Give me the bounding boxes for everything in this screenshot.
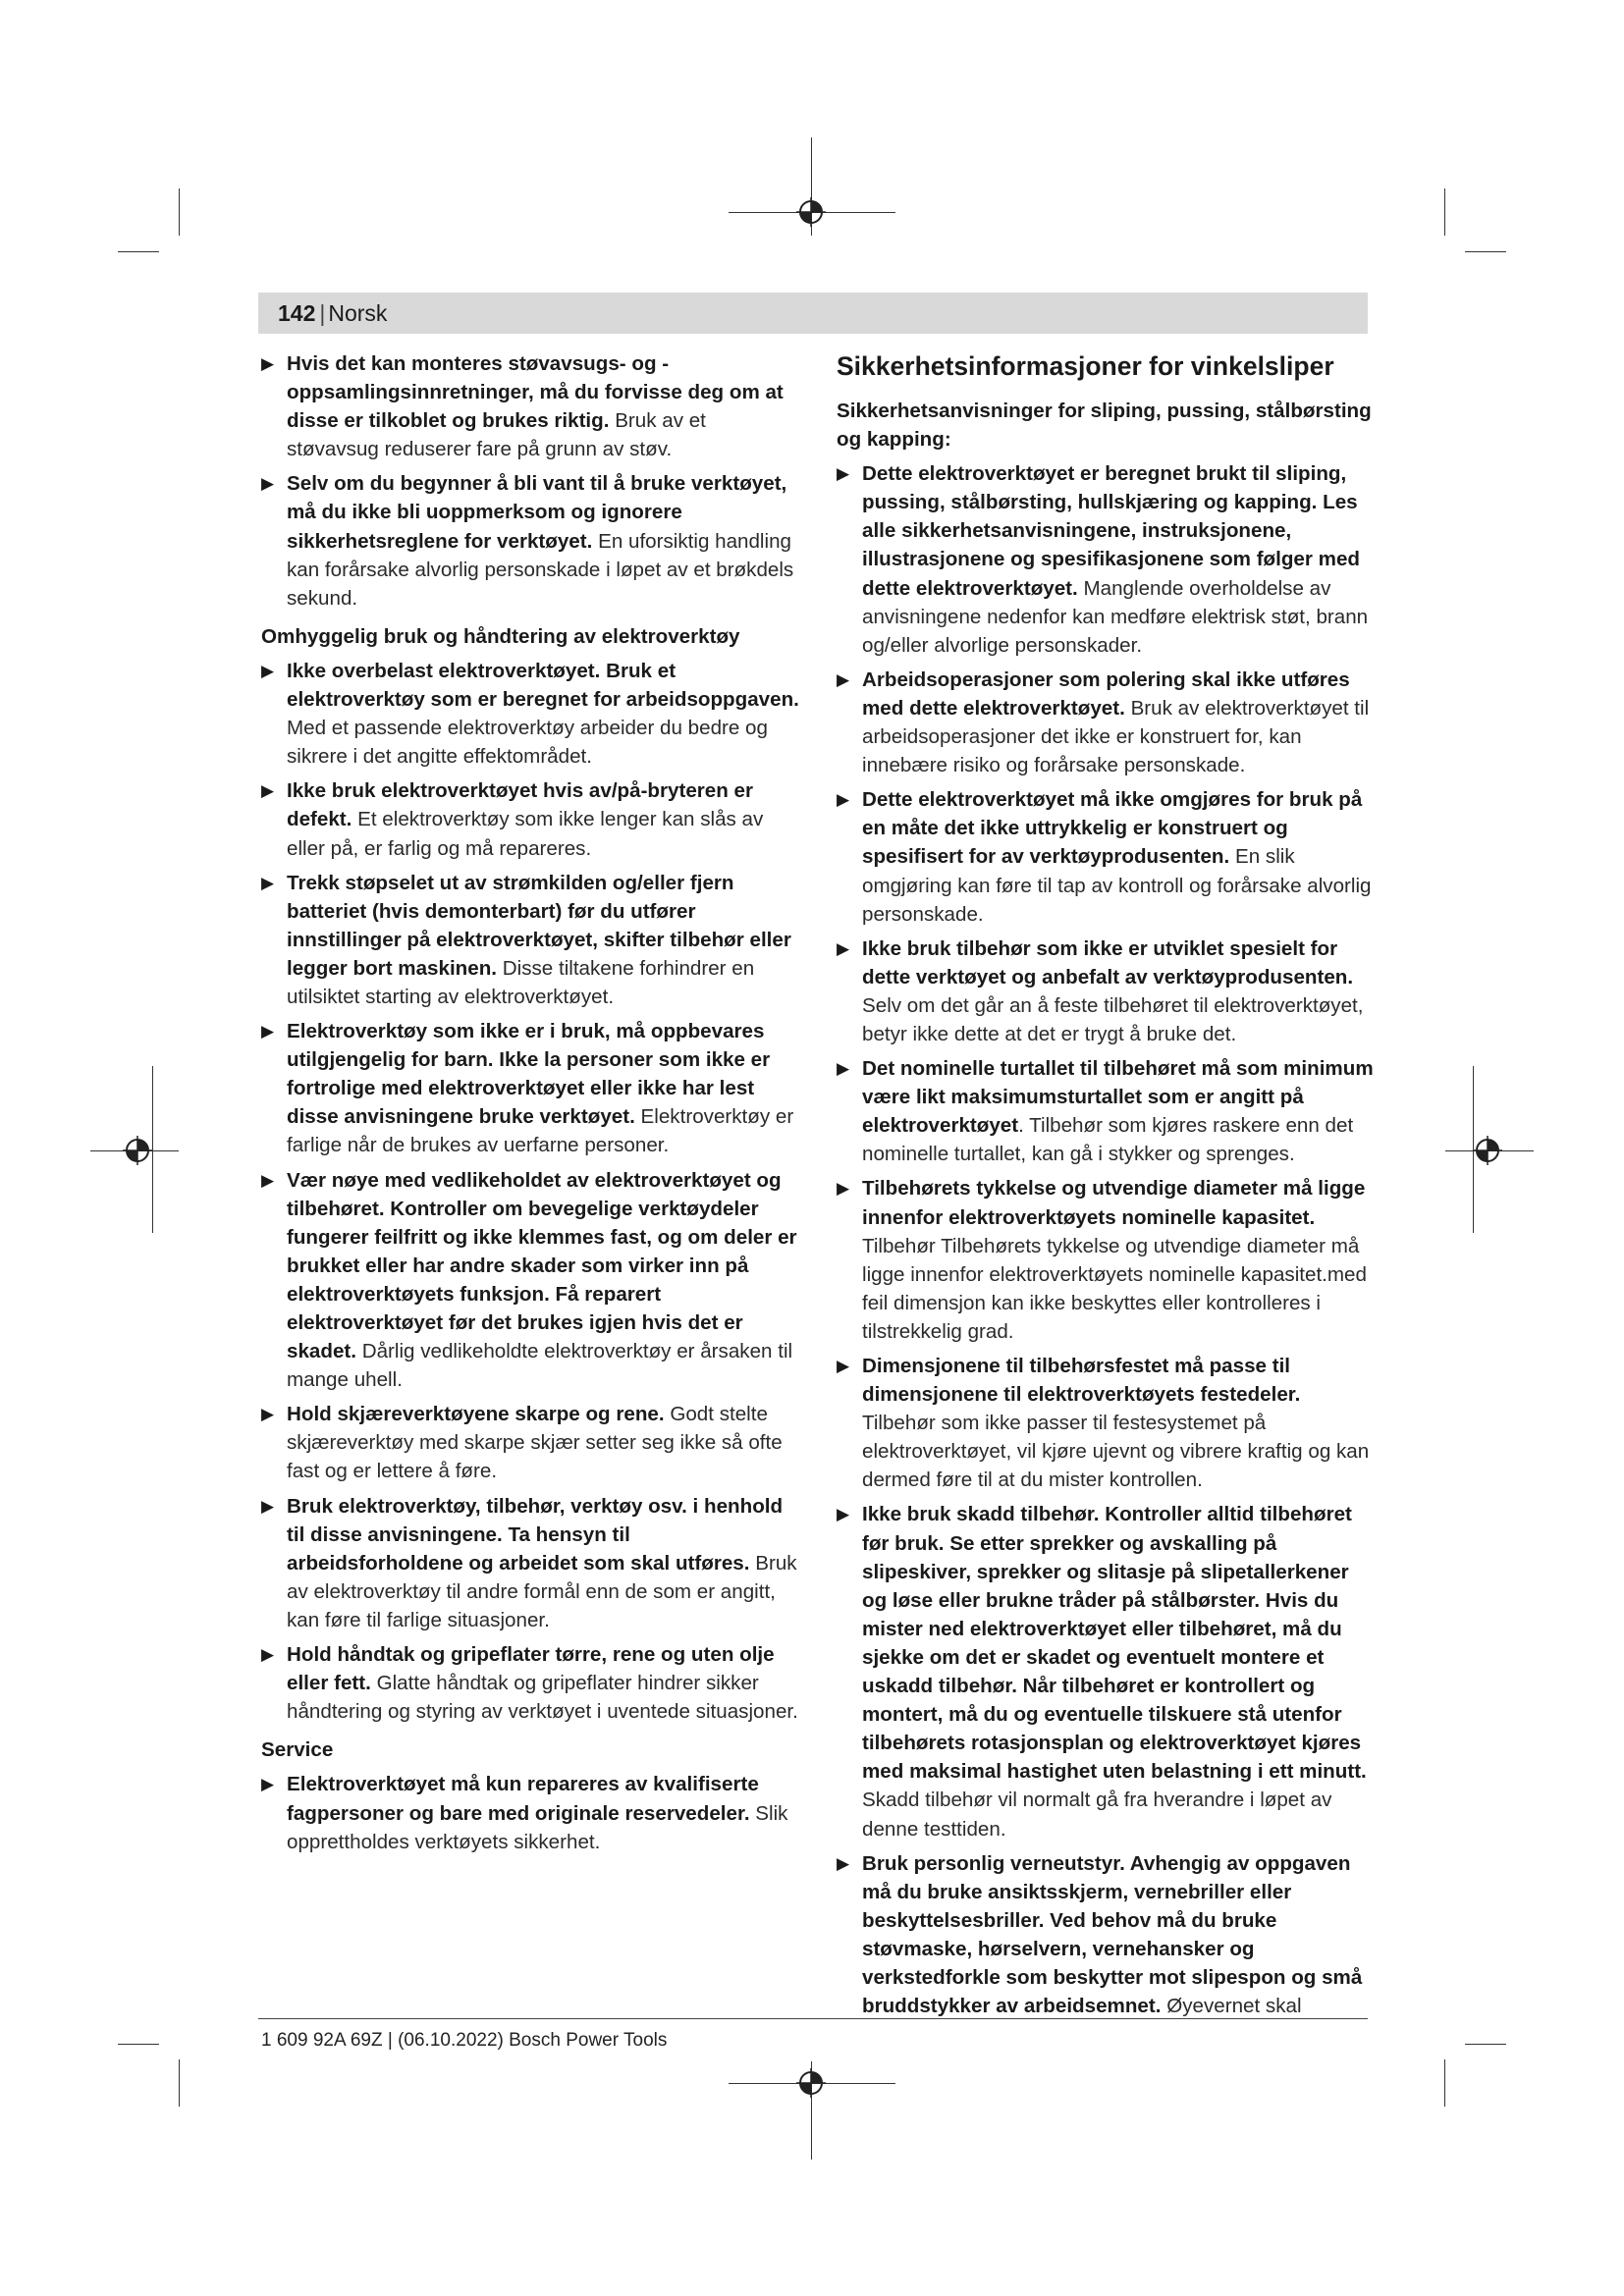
item-bold-text: Vær nøye med vedlikeholdet av elektroverktøyet og tilbehøret. Kontroller om bevegelige verktøydeler fungerer feilfritt og ikke klemmes fast, og om deler er brukket eller har andre skader som virker inn på elektroverktøyets funksjon. Få reparert elektroverktøyet før det brukes igjen hvis det er skadet. — [287, 1168, 797, 1363]
item-bold-text: Dimensjonene til tilbehørsfestet må passe til dimensjonene til elektroverktøyets festedeler. — [862, 1355, 1301, 1407]
item-bold-text: Ikke bruk skadd tilbehør. Kontroller alltid tilbehøret før bruk. Se etter sprekker og avskalling på slipeskiver, sprekker og slitasje på slipetallerkener og løse eller brukne tråder på stålbørster. Hvis du mister ned elektroverktøyet eller tilbehøret, må du sjekke om det er skadet og eventuelt montere et uskadd tilbehør. Når tilbehøret er kontrollert og montert, må du og eventuelle tilskuere stå utenfor tilbehørets rotasjonsplan og elektroverktøyet kjøres med maksimal hastighet uten belastning i ett minutt. — [862, 1503, 1367, 1784]
bullet-arrow-icon: ▶ — [261, 474, 275, 494]
item-text: Øyevernet skal — [1166, 1995, 1302, 2018]
item-bold-text: Bruk elektroverktøy, tilbehør, verktøy osv. i henhold til disse anvisningene. Ta hensyn til arbeidsforholdene og arbeidet som skal utføres. — [287, 1494, 784, 1575]
item-text: En slik omgjøring kan føre til tap av kontroll og forårsake alvorlig personskade. — [862, 845, 1372, 926]
item-text: Godt stelte skjæreverktøy med skarpe skjær setter seg ikke så ofte fast og er lettere å føre. — [287, 1403, 783, 1483]
section-heading-service: Service — [261, 1738, 334, 1762]
item-bold-text: Elektroverktøy som ikke er i bruk, må oppbevares utilgjengelig for barn. Ikke la personer som ikke er fortrolige med elektroverktøyet eller ikke har lest disse anvisningene bruke verktøyet. — [287, 1020, 771, 1129]
bullet-arrow-icon: ▶ — [837, 1357, 850, 1375]
crop-mark — [1465, 251, 1506, 252]
list-item — [261, 1492, 799, 1634]
item-text: Tilbehør som ikke passer til festesystemet på elektroverktøyet, vil kjøre ujevnt og vibrere kraftig og kan dermed føre til at du mister kontrollen. — [862, 1412, 1370, 1492]
header-separator: | — [319, 300, 326, 326]
item-bold-text: Hold håndtak og gripeflater tørre, rene og uten olje eller fett. — [287, 1643, 775, 1695]
item-bold-text: Arbeidsoperasjoner som polering skal ikke utføres med dette elektroverktøyet. — [862, 667, 1350, 720]
bullet-arrow-icon: ▶ — [261, 354, 275, 373]
item-text: Et elektroverktøy som ikke lenger kan slås av eller på, er farlig og må repareres. — [287, 808, 764, 860]
crop-mark — [1444, 188, 1445, 236]
item-bold-text: Hold skjæreverktøyene skarpe og rene. — [287, 1403, 665, 1426]
bullet-arrow-icon: ▶ — [837, 1059, 850, 1079]
list-item — [837, 785, 1379, 928]
crop-mark — [179, 2059, 180, 2107]
item-bold-text: Bruk personlig verneutstyr. Avhengig av oppgaven må du bruke ansiktsskjerm, vernebriller eller beskyttelsesbriller. Ved behov må du bruke støvmaske, hørselvern, vernehansker og verkstedforkle som beskytter mot slipespon og små bruddstykker av arbeidsemnet. — [862, 1851, 1363, 2018]
left-column — [261, 349, 799, 1862]
list-item — [837, 1849, 1379, 2021]
crop-mark — [118, 251, 159, 252]
page-number: 142 — [278, 300, 316, 326]
bullet-arrow-icon: ▶ — [837, 1853, 850, 1873]
registration-line — [152, 1066, 153, 1233]
registration-target-icon — [1473, 1136, 1502, 1165]
language-label: Norsk — [328, 300, 388, 326]
bullet-arrow-icon: ▶ — [261, 1645, 275, 1665]
list-item — [261, 1166, 799, 1395]
bullet-arrow-icon: ▶ — [837, 790, 850, 810]
crop-mark — [1465, 2044, 1506, 2045]
item-bold-text: Ikke bruk tilbehør som ikke er utviklet spesielt for dette verktøyet og anbefalt av verktøyprodusenten. — [862, 936, 1354, 988]
crop-mark — [179, 188, 180, 236]
item-bold-text: Trekk støpselet ut av strømkilden og/eller fjern batteriet (hvis demonterbart) før du utfører innstillinger på elektroverktøyet, skifter tilbehør eller legger bort maskinen. — [287, 871, 791, 980]
page-header — [258, 293, 1368, 334]
list-item — [261, 349, 799, 463]
item-bold-text: Dette elektroverktøyet må ikke omgjøres for bruk på en måte det ikke uttrykkelig er konstruert og spesifisert for av verktøyprodusenten. — [862, 788, 1363, 869]
list-item — [261, 469, 799, 612]
section-title: Sikkerhetsinformasjoner for vinkelsliper — [837, 351, 1334, 381]
list-item — [837, 1352, 1379, 1494]
bullet-arrow-icon: ▶ — [261, 1405, 275, 1424]
list-item — [837, 1174, 1379, 1346]
registration-target-icon — [123, 1136, 152, 1165]
list-item — [261, 1017, 799, 1159]
crop-mark — [118, 2044, 159, 2045]
list-item — [261, 776, 799, 862]
registration-target-icon — [796, 2068, 826, 2098]
item-bold-text: Selv om du begynner å bli vant til å bruke verktøyet, må du ikke bli uoppmerksom og ignorere sikkerhetsreglene for verktøyet. — [287, 472, 787, 553]
item-text: Elektroverktøy er farlige når de brukes av uerfarne personer. — [287, 1105, 794, 1157]
item-text: Slik opprettholdes verktøyets sikkerhet. — [287, 1801, 788, 1853]
registration-target-icon — [796, 197, 826, 227]
bullet-arrow-icon: ▶ — [837, 1505, 850, 1524]
item-bold-text: Elektroverktøyet må kun repareres av kvalifiserte fagpersoner og bare med originale reservedeler. — [287, 1773, 759, 1825]
item-bold-text: Dette elektroverktøyet er beregnet brukt til sliping, pussing, stålbørsting, hullskjæring og kapping. Les alle sikkerhetsanvisningene, instruksjonene, illustrasjonene og spesifikasjonene som følger med dette elektroverktøyet. — [862, 462, 1360, 600]
list-item — [261, 657, 799, 771]
list-item — [837, 1500, 1379, 1842]
bullet-arrow-icon: ▶ — [837, 1179, 850, 1199]
bullet-arrow-icon: ▶ — [837, 669, 850, 689]
list-item — [837, 459, 1379, 660]
list-item — [837, 666, 1379, 779]
list-item — [837, 934, 1379, 1048]
bullet-arrow-icon: ▶ — [837, 938, 850, 958]
right-column — [837, 349, 1379, 2026]
footer: 1 609 92A 69Z | (06.10.2022) Bosch Power Tools — [261, 2030, 668, 2051]
item-bold-text: Hvis det kan monteres støvavsugs- og -oppsamlingsinnretninger, må du forvisse deg om at disse er tilkoblet og brukes riktig. — [287, 352, 784, 433]
list-item — [837, 1054, 1379, 1168]
item-text: Manglende overholdelse av anvisningene nedenfor kan medføre elektrisk støt, brann og/eller alvorlige personskader. — [862, 576, 1369, 657]
list-item — [261, 869, 799, 1011]
item-text: Bruk av et støvavsug reduserer fare på grunn av støv. — [287, 409, 706, 461]
item-text: . Tilbehør som kjøres raskere enn det nominelle turtallet, kan gå i stykker og sprenges. — [862, 1114, 1354, 1166]
item-text: Selv om det går an å feste tilbehøret til elektroverktøyet, betyr ikke dette at det er trygt å bruke det. — [862, 993, 1364, 1045]
bullet-arrow-icon: ▶ — [261, 1022, 275, 1041]
list-item — [261, 1770, 799, 1855]
item-text: Dårlig vedlikeholdte elektroverktøy er årsaken til mange uhell. — [287, 1340, 793, 1392]
bullet-arrow-icon: ▶ — [261, 661, 275, 680]
item-text: Med et passende elektroverktøy arbeider du bedre og sikrere i det angitte effektområdet. — [287, 717, 768, 769]
item-text: Glatte håndtak og gripeflater hindrer sikker håndtering og styring av verktøyet i uventede situasjoner. — [287, 1672, 798, 1724]
item-text: Bruk av elektroverktøyet til arbeidsoperasjoner det ikke er konstruert for, kan innebære risiko og forårsake personskade. — [862, 696, 1370, 777]
bullet-arrow-icon: ▶ — [261, 781, 275, 801]
section-subheading: Sikkerhetsanvisninger for sliping, pussing, stålbørsting og kapping: — [837, 400, 1372, 452]
crop-mark — [1444, 2059, 1445, 2107]
item-bold-text: Ikke bruk elektroverktøyet hvis av/på-bryteren er defekt. — [287, 779, 754, 831]
item-bold-text: Ikke overbelast elektroverktøyet. Bruk et elektroverktøy som er beregnet for arbeidsoppgaven. — [287, 659, 799, 712]
bullet-arrow-icon: ▶ — [837, 464, 850, 484]
section-heading-care: Omhyggelig bruk og håndtering av elektroverktøy — [261, 624, 740, 648]
bullet-arrow-icon: ▶ — [261, 873, 275, 892]
page-header-text — [278, 300, 387, 327]
item-text: Skadd tilbehør vil normalt gå fra hverandre i løpet av denne testtiden. — [862, 1789, 1332, 1841]
list-item — [261, 1640, 799, 1726]
item-text: En uforsiktig handling kan forårsake alvorlig personskade i løpet av et brøkdels sekund. — [287, 529, 794, 610]
list-item — [261, 1400, 799, 1485]
bullet-arrow-icon: ▶ — [261, 1170, 275, 1190]
item-text: Tilbehør Tilbehørets tykkelse og utvendige diameter må ligge innenfor elektroverktøyets nominelle kapasitet.med feil dimensjon kan ikke beskyttes eller kontrolleres i tilstrekkelig grad. — [862, 1234, 1367, 1343]
item-text: Disse tiltakene forhindrer en utilsiktet starting av elektroverktøyet. — [287, 956, 755, 1008]
footer-divider — [258, 2018, 1368, 2019]
bullet-arrow-icon: ▶ — [261, 1496, 275, 1516]
item-bold-text: Det nominelle turtallet til tilbehøret må som minimum være likt maksimumsturtallet som er angitt på elektroverktøyet — [862, 1057, 1374, 1138]
item-bold-text: Tilbehørets tykkelse og utvendige diameter må ligge innenfor elektroverktøyets nominelle kapasitet. — [862, 1177, 1366, 1229]
bullet-arrow-icon: ▶ — [261, 1775, 275, 1794]
item-text: Bruk av elektroverktøy til andre formål enn de som er angitt, kan føre til farlige situasjoner. — [287, 1551, 797, 1631]
